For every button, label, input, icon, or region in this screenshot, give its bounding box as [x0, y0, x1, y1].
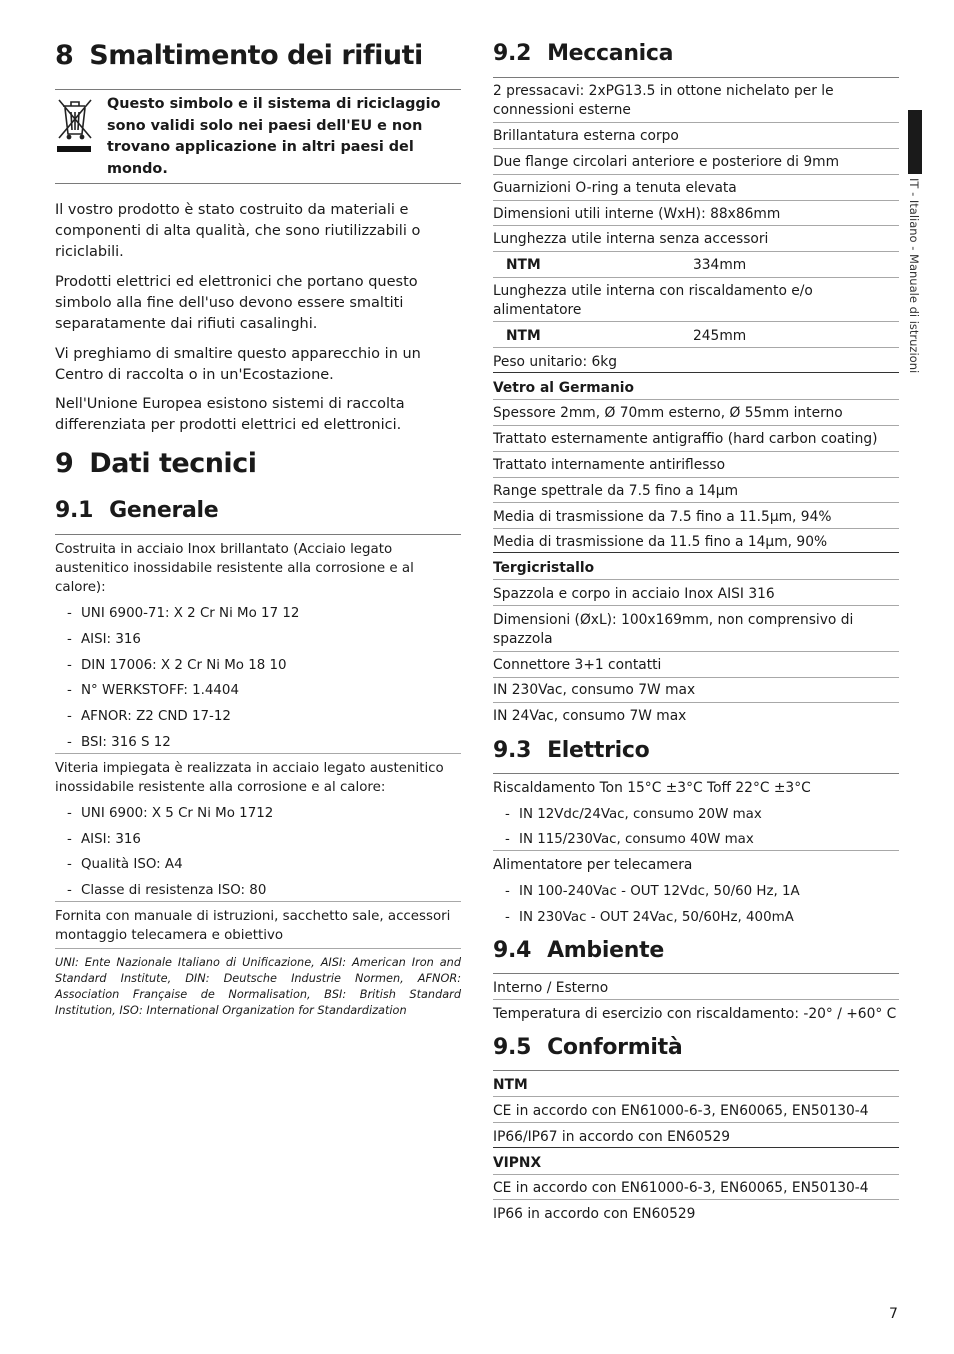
spec-row: Due flange circolari anteriore e posteriore di 9mm: [493, 154, 840, 170]
divider: [493, 1199, 899, 1200]
list-item: - IN 100-240Vac - OUT 12Vdc, 50/60 Hz, 1A: [505, 884, 800, 899]
divider: [493, 399, 899, 400]
list-item: - Classe di resistenza ISO: 80: [67, 883, 267, 898]
divider: [493, 277, 899, 278]
list-item: - IN 115/230Vac, consumo 40W max: [505, 832, 754, 847]
divider: [55, 948, 461, 949]
divider: [493, 1174, 899, 1175]
spec-row: Lunghezza utile interna con riscaldamento e/o alimentatore: [493, 283, 813, 318]
divider: [493, 773, 899, 774]
spec-row: Trattato internamente antiriflesso: [493, 457, 726, 473]
spec-row: CE in accordo con EN61000-6-3, EN60065, EN50130-4: [493, 1180, 869, 1196]
divider: [493, 850, 899, 851]
supplied-with: Fornita con manuale di istruzioni, sacchetto sale, accessori montaggio telecamera e obiettivo: [55, 909, 451, 943]
list-item: - BSI: 316 S 12: [67, 735, 171, 750]
divider: [493, 200, 899, 201]
material-intro: Costruita in acciaio Inox brillantato (Acciaio legato austenitico inossidabile resistente alla corrosione e al calore):: [55, 542, 414, 595]
divider: [493, 321, 899, 322]
divider: [493, 425, 899, 426]
divider: [493, 528, 899, 529]
list-item: - UNI 6900: X 5 Cr Ni Mo 1712: [67, 806, 274, 821]
subheading-wiper: Tergicristallo: [493, 560, 595, 576]
abbreviations-footnote: UNI: Ente Nazionale Italiano di Unificazione, AISI: American Iron and Standard Institute, DIN: Deutsche Industrie Normen, AFNOR: Association Française de Normalisation, BSI: British Standard Institution, ISO: International Organization for Standardization: [55, 956, 461, 1017]
subheading-glass: Vetro al Germanio: [493, 380, 635, 396]
divider: [493, 651, 899, 652]
spec-row: IN 230Vac, consumo 7W max: [493, 682, 696, 698]
subheading-ntm: NTM: [493, 1077, 528, 1093]
divider: [55, 901, 461, 902]
language-tab-marker: [908, 110, 922, 174]
section-8-heading: 8 Smaltimento dei rifiuti: [55, 40, 423, 71]
divider: [493, 148, 899, 149]
divider: [493, 451, 899, 452]
divider: [493, 251, 899, 252]
divider: [55, 89, 461, 90]
divider: [493, 677, 899, 678]
spec-row: Media di trasmissione da 7.5 fino a 11.5μm, 94%: [493, 509, 832, 525]
spec-row: Riscaldamento Ton 15°C ±3°C Toff 22°C ±3°C: [493, 780, 811, 796]
divider: [493, 552, 899, 553]
divider: [493, 973, 899, 974]
list-item: - Qualità ISO: A4: [67, 857, 183, 872]
spec-row: Peso unitario: 6kg: [493, 354, 618, 370]
page-number: 7: [889, 1306, 898, 1322]
weee-warning: Questo simbolo e il sistema di riciclaggio sono validi solo nei paesi dell'EU e non trovano applicazione in altri paesi del mondo.: [107, 96, 441, 177]
divider: [493, 1070, 899, 1071]
paragraph: Prodotti elettrici ed elettronici che portano questo simbolo alla fine dell'uso devono essere smaltiti separatamente dai rifiuti casalinghi.: [55, 274, 418, 332]
spec-row: Brillantatura esterna corpo: [493, 128, 679, 144]
divider: [55, 534, 461, 535]
divider: [493, 347, 899, 348]
spec-row: IP66/IP67 in accordo con EN60529: [493, 1129, 731, 1145]
paragraph: Vi preghiamo di smaltire questo apparecchio in un Centro di raccolta o in un'Ecostazione.: [55, 346, 421, 383]
divider: [493, 502, 899, 503]
spec-row: Temperatura di esercizio con riscaldamento: -20° / +60° C: [493, 1006, 897, 1022]
section-9-2-heading: 9.2 Meccanica: [493, 41, 674, 66]
screws-intro: Viteria impiegata è realizzata in acciaio legato austenitico inossidabile resistente alla corrosione e al calore:: [55, 761, 444, 795]
divider: [493, 174, 899, 175]
divider: [493, 477, 899, 478]
divider: [493, 1096, 899, 1097]
spec-row: Lunghezza utile interna senza accessori: [493, 231, 769, 247]
divider: [55, 753, 461, 754]
divider: [493, 702, 899, 703]
divider: [493, 605, 899, 606]
divider: [493, 77, 899, 78]
side-language-label: IT - Italiano - Manuale di istruzioni: [907, 178, 921, 374]
section-9-3-heading: 9.3 Elettrico: [493, 738, 650, 763]
section-9-heading: 9 Dati tecnici: [55, 448, 257, 479]
list-item: - DIN 17006: X 2 Cr Ni Mo 18 10: [67, 658, 287, 673]
spec-row: Media di trasmissione da 11.5 fino a 14μm, 90%: [493, 534, 828, 550]
spec-row: Guarnizioni O-ring a tenuta elevata: [493, 180, 737, 196]
list-item: - AFNOR: Z2 CND 17-12: [67, 709, 231, 724]
spec-row: Alimentatore per telecamera: [493, 857, 693, 873]
spec-row: Connettore 3+1 contatti: [493, 657, 662, 673]
list-item: - AISI: 316: [67, 832, 141, 847]
spec-row: Dimensioni (ØxL): 100x169mm, non comprensivo di spazzola: [493, 612, 854, 647]
list-item: - IN 12Vdc/24Vac, consumo 20W max: [505, 807, 762, 822]
divider: [493, 372, 899, 373]
divider: [493, 999, 899, 1000]
spec-row: IN 24Vac, consumo 7W max: [493, 708, 687, 724]
ntm-length-row: NTM 334mm: [506, 257, 747, 273]
divider: [493, 1122, 899, 1123]
divider: [55, 183, 461, 184]
spec-row: Interno / Esterno: [493, 980, 609, 996]
list-item: - AISI: 316: [67, 632, 141, 647]
spec-row: Range spettrale da 7.5 fino a 14μm: [493, 483, 739, 499]
ntm-length-row: NTM 245mm: [506, 328, 747, 344]
section-9-5-heading: 9.5 Conformità: [493, 1035, 683, 1060]
paragraph: Il vostro prodotto è stato costruito da materiali e componenti di alta qualità, che sono riutilizzabili o riciclabili.: [55, 202, 421, 260]
list-item: - N° WERKSTOFF: 1.4404: [67, 683, 239, 698]
divider: [493, 122, 899, 123]
spec-row: 2 pressacavi: 2xPG13.5 in ottone nichelato per le connessioni esterne: [493, 83, 834, 118]
spec-row: Trattato esternamente antigraffio (hard carbon coating): [493, 431, 878, 447]
list-item: - IN 230Vac - OUT 24Vac, 50/60Hz, 400mA: [505, 910, 794, 925]
divider: [493, 225, 899, 226]
spec-row: Dimensioni utili interne (WxH): 88x86mm: [493, 206, 781, 222]
spec-row: Spazzola e corpo in acciaio Inox AISI 316: [493, 586, 775, 602]
divider: [493, 579, 899, 580]
paragraph: Nell'Unione Europea esistono sistemi di raccolta differenziata per prodotti elettrici ed elettronici.: [55, 396, 405, 433]
spec-row: CE in accordo con EN61000-6-3, EN60065, EN50130-4: [493, 1103, 869, 1119]
section-9-4-heading: 9.4 Ambiente: [493, 938, 664, 963]
spec-row: Spessore 2mm, Ø 70mm esterno, Ø 55mm interno: [493, 405, 843, 421]
section-9-1-heading: 9.1 Generale: [55, 498, 219, 523]
spec-row: IP66 in accordo con EN60529: [493, 1206, 696, 1222]
subheading-vipnx: VIPNX: [493, 1155, 542, 1171]
divider: [493, 1147, 899, 1148]
weee-bin-icon: [55, 96, 95, 154]
list-item: - UNI 6900-71: X 2 Cr Ni Mo 17 12: [67, 606, 300, 621]
